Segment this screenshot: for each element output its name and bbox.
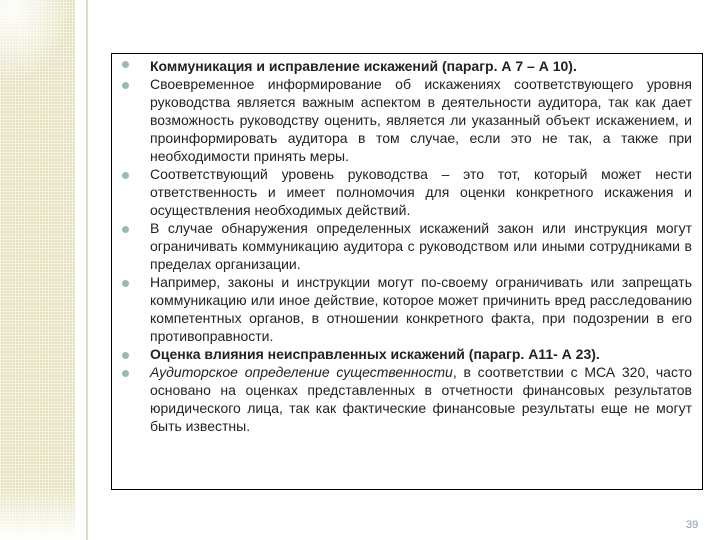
bullet-text: В случае обнаружения определенных искажений закон или инструкция могут ограничивать коммуникацию аудитора с руководством или иными сотрудниками в пределах организации.: [150, 220, 692, 272]
bullet-text: Соответствующий уровень руководства – это тот, который может нести ответственность и имеет полномочия для оценки конкретного искажения и осуществления необходимых действий.: [150, 166, 692, 218]
decorative-vertical-rule: [86, 0, 88, 540]
bullet-icon: [122, 172, 129, 179]
list-item: [122, 219, 692, 273]
bullet-text: [150, 363, 692, 435]
bullet-text-rest: , в соответствии с МСА 320, часто основано на оценках представленных в отчетности финансовых результатов юридического лица, так как фактические финансовые результаты еще не могут быть известны.: [150, 364, 692, 434]
bullet-icon: [122, 226, 129, 233]
bullet-icon: [122, 61, 129, 68]
decorative-pattern: [0, 0, 75, 540]
bullet-text: Оценка влияния неисправленных искажений (парагр. А11- А 23).: [150, 346, 600, 362]
list-item: [122, 345, 692, 363]
list-item: [122, 363, 692, 435]
bullet-text: Коммуникация и исправление искажений (парагр. А 7 – А 10).: [150, 58, 577, 74]
decorative-corner-glow: [0, 0, 70, 80]
bullet-text: Например, законы и инструкции могут по-своему ограничивать или запрещать коммуникацию или иное действие, которое может причинить вред расследованию компетентных органов, в отношении конкретного факта, при подозрении в его противоправности.: [150, 274, 692, 344]
list-item: [122, 75, 692, 165]
bullet-icon: [122, 82, 129, 89]
emphasis-text: Аудиторское определение существенности: [150, 364, 453, 380]
bullet-text: Своевременное информирование об искажениях соответствующего уровня руководства является важным аспектом в деятельности аудитора, так как дает возможность руководству оценить, является ли указанный объект искажением, и проинформировать аудитора в том случае, если это не так, а также при необходимости принять меры.: [150, 76, 692, 164]
list-item: [122, 57, 692, 75]
list-item: [122, 165, 692, 219]
list-item: [122, 273, 692, 345]
bullet-icon: [122, 370, 129, 377]
decorative-pattern-fade: [0, 490, 75, 540]
page-number: 39: [686, 519, 699, 531]
bullet-icon: [122, 280, 129, 287]
bullet-icon: [122, 352, 129, 359]
bullet-list: [122, 57, 692, 435]
